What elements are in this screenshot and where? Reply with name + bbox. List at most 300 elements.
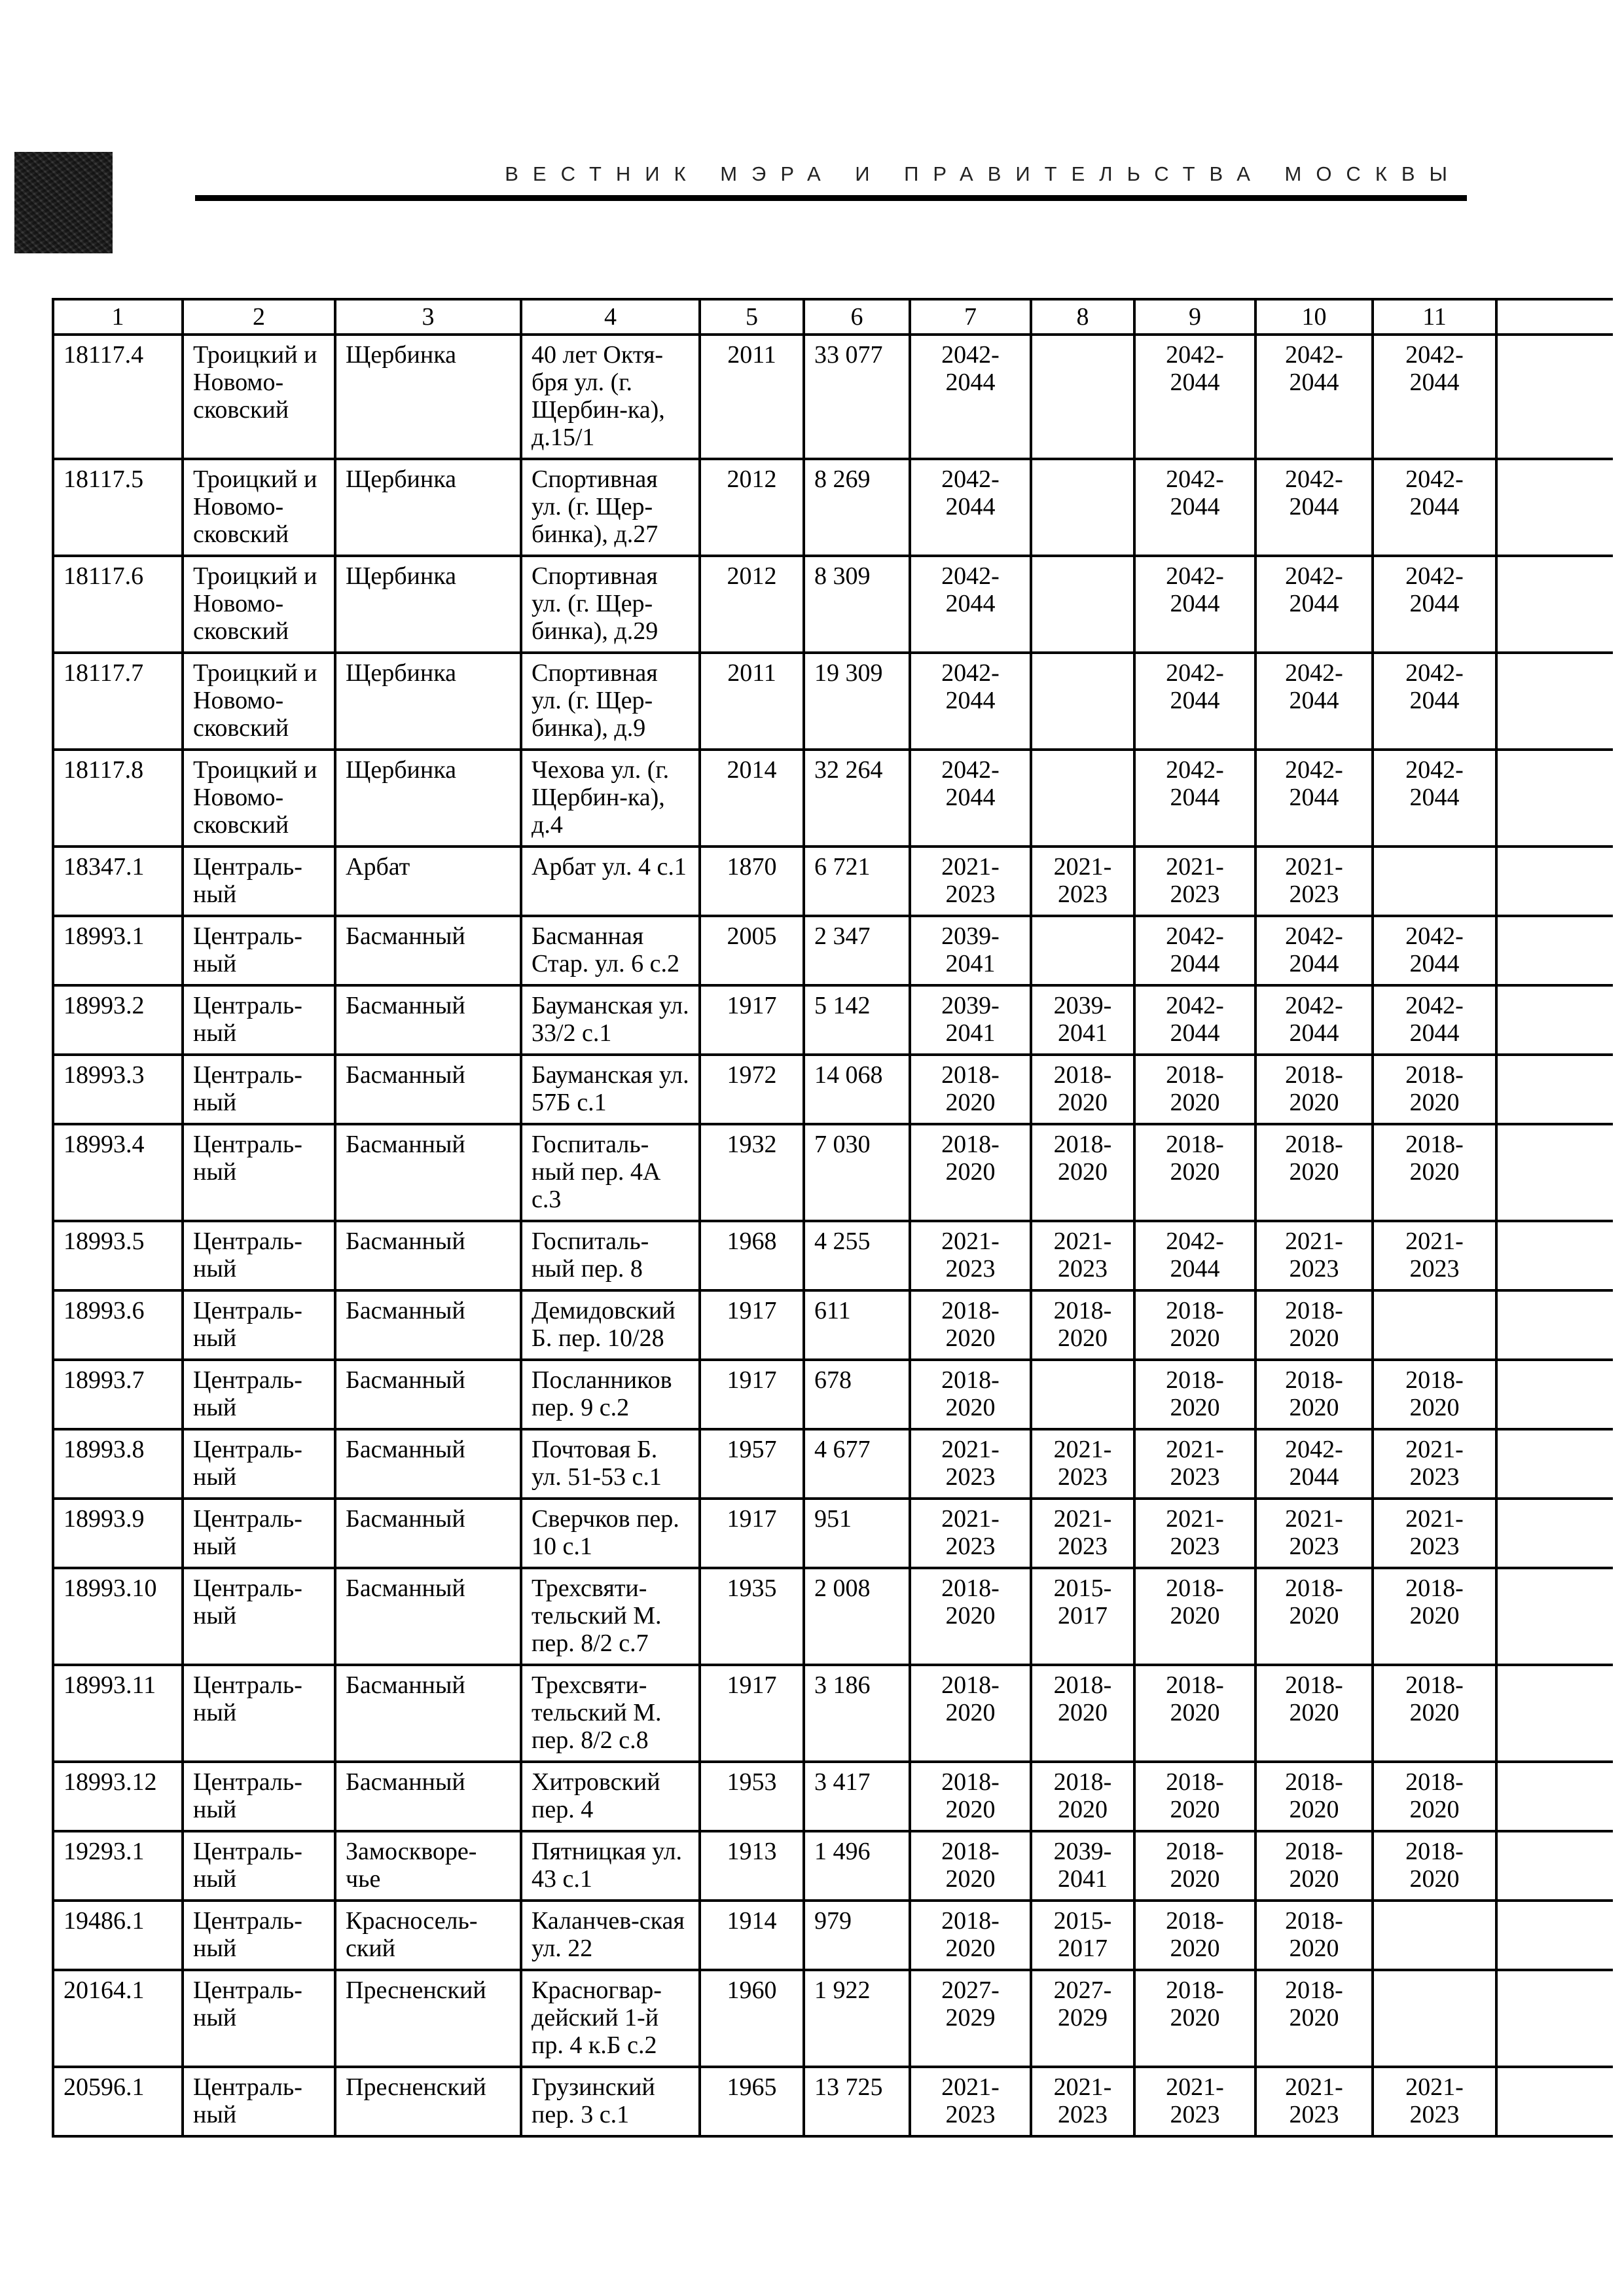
- table-cell: 18117.8: [53, 750, 183, 847]
- table-cell: Басманный: [335, 1290, 521, 1360]
- table-row: [53, 916, 1613, 985]
- table-cell: Централь-ный: [183, 1499, 335, 1568]
- table-extra-column: [1496, 1970, 1613, 2067]
- column-header: 9: [1134, 299, 1255, 335]
- table-cell: 3 417: [804, 1762, 910, 1831]
- table-cell: Централь-ный: [183, 1124, 335, 1221]
- table-extra-column: [1496, 750, 1613, 847]
- table-cell: 611: [804, 1290, 910, 1360]
- table-extra-column: [1496, 1360, 1613, 1429]
- table-cell: 2039-2041: [1031, 985, 1134, 1055]
- journal-title: ВЕСТНИК МЭРА И ПРАВИТЕЛЬСТВА МОСКВЫ: [505, 162, 1462, 185]
- table-cell: Хитровский пер. 4: [521, 1762, 700, 1831]
- table-cell: 2015-2017: [1031, 1568, 1134, 1665]
- table-cell: 2042-2044: [1134, 916, 1255, 985]
- table-cell: 2042-2044: [910, 750, 1031, 847]
- table-cell: Троицкий и Новомо-сковский: [183, 556, 335, 653]
- table-cell: 2018-2020: [1255, 1055, 1373, 1124]
- table-cell: 1 496: [804, 1831, 910, 1901]
- table-cell: Централь-ный: [183, 1970, 335, 2067]
- table-extra-column: [1496, 2067, 1613, 2136]
- table-cell: 2021-2023: [1031, 2067, 1134, 2136]
- table-cell: [1031, 335, 1134, 459]
- table-cell: Централь-ный: [183, 1665, 335, 1762]
- table-cell: 2018-2020: [1031, 1290, 1134, 1360]
- table-cell: 1 922: [804, 1970, 910, 2067]
- table-cell: Басманный: [335, 1762, 521, 1831]
- table-row: [53, 847, 1613, 916]
- table-extra-column: [1496, 1221, 1613, 1290]
- column-header: 1: [53, 299, 183, 335]
- column-header: 5: [700, 299, 804, 335]
- table-cell: 2042-2044: [910, 556, 1031, 653]
- table-cell: Централь-ный: [183, 1762, 335, 1831]
- table-cell: 2018-2020: [1031, 1124, 1134, 1221]
- table-cell: 2021-2023: [1134, 1429, 1255, 1499]
- table-cell: Пресненский: [335, 1970, 521, 2067]
- table-cell: 2018-2020: [1031, 1055, 1134, 1124]
- table-cell: Басманный: [335, 1568, 521, 1665]
- table-row: [53, 653, 1613, 750]
- table-cell: 18117.5: [53, 459, 183, 556]
- table-cell: 2021-2023: [910, 847, 1031, 916]
- table-cell: 2039-2041: [1031, 1831, 1134, 1901]
- table-cell: 2018-2020: [1255, 1665, 1373, 1762]
- table-cell: Чехова ул. (г. Щербин-ка), д.4: [521, 750, 700, 847]
- table-cell: 2018-2020: [910, 1124, 1031, 1221]
- table-cell: Басманный: [335, 1499, 521, 1568]
- table-cell: 2018-2020: [1134, 1665, 1255, 1762]
- table-cell: 2012: [700, 459, 804, 556]
- table-cell: 2021-2023: [1373, 2067, 1496, 2136]
- table-cell: 2018-2020: [1373, 1055, 1496, 1124]
- table-cell: 2018-2020: [1134, 1831, 1255, 1901]
- table-cell: 4 255: [804, 1221, 910, 1290]
- table-cell: 2012: [700, 556, 804, 653]
- table-cell: Пресненский: [335, 2067, 521, 2136]
- table-extra-column: [1496, 335, 1613, 459]
- table-cell: 1965: [700, 2067, 804, 2136]
- table-cell: 2018-2020: [1134, 1124, 1255, 1221]
- table-extra-column: [1496, 1429, 1613, 1499]
- table-cell: 1957: [700, 1429, 804, 1499]
- table-cell: 18993.8: [53, 1429, 183, 1499]
- table-cell: 19486.1: [53, 1901, 183, 1970]
- table-cell: Посланников пер. 9 с.2: [521, 1360, 700, 1429]
- table-cell: 2042-2044: [910, 653, 1031, 750]
- table-cell: Басманный: [335, 985, 521, 1055]
- table-cell: 2018-2020: [1373, 1831, 1496, 1901]
- table-cell: 2021-2023: [1373, 1429, 1496, 1499]
- table-cell: 678: [804, 1360, 910, 1429]
- table-cell: 33 077: [804, 335, 910, 459]
- table-cell: Басманный: [335, 1360, 521, 1429]
- table-cell: 2018-2020: [910, 1290, 1031, 1360]
- table-cell: Централь-ный: [183, 916, 335, 985]
- table-cell: 2042-2044: [1134, 985, 1255, 1055]
- table-row: [53, 2067, 1613, 2136]
- data-table: [52, 298, 1613, 2138]
- table-cell: 2011: [700, 335, 804, 459]
- table-cell: 2018-2020: [1031, 1762, 1134, 1831]
- table-cell: 2018-2020: [1134, 1290, 1255, 1360]
- table-cell: 2021-2023: [1134, 1499, 1255, 1568]
- table-cell: 1914: [700, 1901, 804, 1970]
- table-row: [53, 1221, 1613, 1290]
- table-cell: 2042-2044: [1373, 653, 1496, 750]
- column-header: 7: [910, 299, 1031, 335]
- table-cell: 2018-2020: [1255, 1970, 1373, 2067]
- table-row: [53, 1055, 1613, 1124]
- table-cell: Пятницкая ул. 43 с.1: [521, 1831, 700, 1901]
- table-cell: 18117.4: [53, 335, 183, 459]
- table-cell: Трехсвяти-тельский М. пер. 8/2 с.8: [521, 1665, 700, 1762]
- table-cell: [1031, 556, 1134, 653]
- table-row: [53, 1970, 1613, 2067]
- table-extra-column: [1496, 1665, 1613, 1762]
- table-row: [53, 750, 1613, 847]
- table-cell: 2021-2023: [1255, 847, 1373, 916]
- table-cell: 2042-2044: [1134, 459, 1255, 556]
- table-cell: Троицкий и Новомо-сковский: [183, 459, 335, 556]
- table-cell: 18347.1: [53, 847, 183, 916]
- table-cell: Щербинка: [335, 335, 521, 459]
- table-cell: 2018-2020: [910, 1901, 1031, 1970]
- table-cell: 2018-2020: [1134, 1568, 1255, 1665]
- table-cell: Спортивная ул. (г. Щер-бинка), д.9: [521, 653, 700, 750]
- table-row: [53, 985, 1613, 1055]
- table-cell: 2021-2023: [1134, 2067, 1255, 2136]
- table-extra-column: [1496, 1055, 1613, 1124]
- table-cell: Щербинка: [335, 750, 521, 847]
- table-cell: 18993.4: [53, 1124, 183, 1221]
- table-cell: Централь-ный: [183, 1055, 335, 1124]
- table-cell: [1373, 1290, 1496, 1360]
- table-cell: 4 677: [804, 1429, 910, 1499]
- table-cell: Троицкий и Новомо-сковский: [183, 653, 335, 750]
- table-cell: 2021-2023: [1255, 2067, 1373, 2136]
- table-cell: 2021-2023: [1031, 1499, 1134, 1568]
- table-cell: Троицкий и Новомо-сковский: [183, 335, 335, 459]
- table-cell: Арбат: [335, 847, 521, 916]
- table-cell: 18993.5: [53, 1221, 183, 1290]
- table-cell: Госпиталь-ный пер. 8: [521, 1221, 700, 1290]
- table-cell: 18993.9: [53, 1499, 183, 1568]
- table-cell: 13 725: [804, 2067, 910, 2136]
- table-cell: Централь-ный: [183, 1901, 335, 1970]
- table-row: [53, 1429, 1613, 1499]
- table-cell: 2042-2044: [1255, 916, 1373, 985]
- table-cell: 1968: [700, 1221, 804, 1290]
- table-cell: 2042-2044: [1255, 750, 1373, 847]
- table-extra-column: [1496, 1762, 1613, 1831]
- table-cell: 2018-2020: [1255, 1124, 1373, 1221]
- table-cell: [1373, 847, 1496, 916]
- table-cell: 18993.1: [53, 916, 183, 985]
- table-cell: [1373, 1970, 1496, 2067]
- table-cell: [1031, 916, 1134, 985]
- table-cell: 2018-2020: [910, 1762, 1031, 1831]
- table-cell: 32 264: [804, 750, 910, 847]
- table-cell: Бауманская ул. 57Б с.1: [521, 1055, 700, 1124]
- table-row: [53, 1762, 1613, 1831]
- table-cell: [1031, 653, 1134, 750]
- table-cell: 8 309: [804, 556, 910, 653]
- table-cell: 18993.10: [53, 1568, 183, 1665]
- table-cell: 2042-2044: [1373, 459, 1496, 556]
- column-header: 8: [1031, 299, 1134, 335]
- table-cell: 2042-2044: [1255, 459, 1373, 556]
- table-cell: 2021-2023: [1255, 1499, 1373, 1568]
- table-cell: 2027-2029: [1031, 1970, 1134, 2067]
- table-cell: 18993.7: [53, 1360, 183, 1429]
- table-cell: 2042-2044: [1373, 556, 1496, 653]
- table-cell: 18117.6: [53, 556, 183, 653]
- table-cell: Щербинка: [335, 459, 521, 556]
- table-cell: 1917: [700, 1499, 804, 1568]
- table-cell: 20596.1: [53, 2067, 183, 2136]
- table-cell: 1932: [700, 1124, 804, 1221]
- table-cell: Централь-ный: [183, 1360, 335, 1429]
- table-cell: 2018-2020: [1373, 1665, 1496, 1762]
- column-header: 10: [1255, 299, 1373, 335]
- table-cell: 1972: [700, 1055, 804, 1124]
- column-header: 3: [335, 299, 521, 335]
- table-extra-column: [1496, 1568, 1613, 1665]
- table-cell: 5 142: [804, 985, 910, 1055]
- table-cell: 2021-2023: [910, 1221, 1031, 1290]
- table-cell: Красносель-ский: [335, 1901, 521, 1970]
- table-extra-column: [1496, 1124, 1613, 1221]
- table-cell: 3 186: [804, 1665, 910, 1762]
- table-cell: Грузинский пер. 3 с.1: [521, 2067, 700, 2136]
- table-extra-column: [1496, 556, 1613, 653]
- table-cell: 2042-2044: [1373, 335, 1496, 459]
- table-cell: Басманный: [335, 1221, 521, 1290]
- table-cell: 1917: [700, 1360, 804, 1429]
- column-header: 11: [1373, 299, 1496, 335]
- table-cell: 2042-2044: [1255, 1429, 1373, 1499]
- table-cell: 2042-2044: [1255, 653, 1373, 750]
- table-row: [53, 335, 1613, 459]
- table-cell: 18993.11: [53, 1665, 183, 1762]
- table-cell: 18993.2: [53, 985, 183, 1055]
- table-cell: 2018-2020: [1134, 1762, 1255, 1831]
- table-cell: 2018-2020: [1255, 1568, 1373, 1665]
- table-row: [53, 1568, 1613, 1665]
- header-rule: [195, 195, 1467, 201]
- table-cell: 2018-2020: [910, 1831, 1031, 1901]
- table-cell: 2042-2044: [1373, 916, 1496, 985]
- table-cell: 8 269: [804, 459, 910, 556]
- table-cell: 2021-2023: [910, 1499, 1031, 1568]
- table-cell: [1031, 1360, 1134, 1429]
- table-cell: 2018-2020: [910, 1665, 1031, 1762]
- table-cell: 20164.1: [53, 1970, 183, 2067]
- table-cell: Троицкий и Новомо-сковский: [183, 750, 335, 847]
- table-cell: 2042-2044: [1255, 335, 1373, 459]
- table-cell: 2018-2020: [1373, 1762, 1496, 1831]
- table-cell: 2021-2023: [1031, 847, 1134, 916]
- table-extra-column: [1496, 1290, 1613, 1360]
- table-cell: 2018-2020: [910, 1568, 1031, 1665]
- table-row: [53, 556, 1613, 653]
- table-cell: 2021-2023: [1031, 1429, 1134, 1499]
- table-cell: Басманный: [335, 1429, 521, 1499]
- table-extra-column: [1496, 1499, 1613, 1568]
- table-cell: Басманный: [335, 1665, 521, 1762]
- table-cell: 2042-2044: [1255, 985, 1373, 1055]
- table-cell: 7 030: [804, 1124, 910, 1221]
- table-cell: 18993.12: [53, 1762, 183, 1831]
- table-cell: 2042-2044: [1134, 1221, 1255, 1290]
- table-cell: Централь-ный: [183, 2067, 335, 2136]
- table-cell: 2042-2044: [910, 335, 1031, 459]
- table-cell: 2018-2020: [910, 1055, 1031, 1124]
- table-cell: Централь-ный: [183, 1290, 335, 1360]
- table-cell: 2018-2020: [1134, 1970, 1255, 2067]
- table-row: [53, 1665, 1613, 1762]
- table-cell: Трехсвяти-тельский М. пер. 8/2 с.7: [521, 1568, 700, 1665]
- table-row: [53, 1901, 1613, 1970]
- table-cell: 1935: [700, 1568, 804, 1665]
- table-cell: 2018-2020: [1373, 1124, 1496, 1221]
- corner-page-mark: [14, 152, 113, 253]
- table-cell: Басманная Стар. ул. 6 с.2: [521, 916, 700, 985]
- table-cell: 1917: [700, 1665, 804, 1762]
- column-header: 2: [183, 299, 335, 335]
- table-cell: 2021-2023: [1134, 847, 1255, 916]
- table-cell: 2021-2023: [910, 1429, 1031, 1499]
- table-row: [53, 459, 1613, 556]
- table-cell: Централь-ный: [183, 1429, 335, 1499]
- table-cell: 2 008: [804, 1568, 910, 1665]
- table-cell: 2042-2044: [1373, 750, 1496, 847]
- table-cell: 2021-2023: [1255, 1221, 1373, 1290]
- table-row: [53, 1124, 1613, 1221]
- table-cell: 2018-2020: [1031, 1665, 1134, 1762]
- table-cell: Сверчков пер. 10 с.1: [521, 1499, 700, 1568]
- table-cell: 2018-2020: [1255, 1360, 1373, 1429]
- table-row: [53, 1360, 1613, 1429]
- table-cell: Замоскворе-чье: [335, 1831, 521, 1901]
- table-cell: 18993.6: [53, 1290, 183, 1360]
- table-cell: 2042-2044: [910, 459, 1031, 556]
- column-header: 4: [521, 299, 700, 335]
- table-cell: 40 лет Октя-бря ул. (г. Щербин-ка), д.15/1: [521, 335, 700, 459]
- table-cell: 19293.1: [53, 1831, 183, 1901]
- table-cell: Спортивная ул. (г. Щер-бинка), д.27: [521, 459, 700, 556]
- table-cell: 2039-2041: [910, 985, 1031, 1055]
- table-cell: 2021-2023: [910, 2067, 1031, 2136]
- table-cell: 2018-2020: [1373, 1568, 1496, 1665]
- table-cell: 1913: [700, 1831, 804, 1901]
- table-cell: Басманный: [335, 1124, 521, 1221]
- table-cell: 14 068: [804, 1055, 910, 1124]
- table-row: [53, 1290, 1613, 1360]
- table-cell: [1373, 1901, 1496, 1970]
- table-cell: 2011: [700, 653, 804, 750]
- table-extra-column: [1496, 459, 1613, 556]
- table-cell: 18993.3: [53, 1055, 183, 1124]
- table-cell: 2 347: [804, 916, 910, 985]
- table-cell: 2018-2020: [1255, 1901, 1373, 1970]
- table-header-row: [53, 299, 1613, 335]
- table-cell: Почтовая Б. ул. 51-53 с.1: [521, 1429, 700, 1499]
- table-cell: 2042-2044: [1255, 556, 1373, 653]
- table-extra-column: [1496, 1831, 1613, 1901]
- table-cell: 2018-2020: [1255, 1290, 1373, 1360]
- table-cell: Госпиталь-ный пер. 4А с.3: [521, 1124, 700, 1221]
- table-cell: 2018-2020: [1134, 1360, 1255, 1429]
- table-extra-column: [1496, 1901, 1613, 1970]
- table-extra-column: [1496, 299, 1613, 335]
- table-cell: Басманный: [335, 1055, 521, 1124]
- table-cell: 1870: [700, 847, 804, 916]
- table-cell: 18117.7: [53, 653, 183, 750]
- table-cell: 1960: [700, 1970, 804, 2067]
- table-cell: Спортивная ул. (г. Щер-бинка), д.29: [521, 556, 700, 653]
- table-cell: Централь-ный: [183, 1831, 335, 1901]
- table-cell: 2018-2020: [1373, 1360, 1496, 1429]
- table-cell: 2018-2020: [1255, 1831, 1373, 1901]
- table-cell: Централь-ный: [183, 847, 335, 916]
- table-cell: Щербинка: [335, 653, 521, 750]
- table-cell: 2018-2020: [1134, 1901, 1255, 1970]
- table-cell: 2021-2023: [1031, 1221, 1134, 1290]
- table-cell: Арбат ул. 4 с.1: [521, 847, 700, 916]
- table-cell: 2021-2023: [1373, 1499, 1496, 1568]
- table-cell: 2039-2041: [910, 916, 1031, 985]
- table-cell: 2042-2044: [1134, 750, 1255, 847]
- table-extra-column: [1496, 985, 1613, 1055]
- table-cell: 2027-2029: [910, 1970, 1031, 2067]
- table-cell: 951: [804, 1499, 910, 1568]
- table-cell: 6 721: [804, 847, 910, 916]
- table-cell: 1953: [700, 1762, 804, 1831]
- table-cell: 2021-2023: [1373, 1221, 1496, 1290]
- table-cell: 2015-2017: [1031, 1901, 1134, 1970]
- table-cell: 2014: [700, 750, 804, 847]
- table-cell: [1031, 750, 1134, 847]
- table-row: [53, 1831, 1613, 1901]
- table-cell: 2042-2044: [1134, 335, 1255, 459]
- column-header: 6: [804, 299, 910, 335]
- table-cell: Красногвар-дейский 1-й пр. 4 к.Б с.2: [521, 1970, 700, 2067]
- table-cell: 2018-2020: [1134, 1055, 1255, 1124]
- table-cell: Централь-ный: [183, 985, 335, 1055]
- table-cell: 2005: [700, 916, 804, 985]
- table-cell: Щербинка: [335, 556, 521, 653]
- table-cell: Централь-ный: [183, 1221, 335, 1290]
- table-cell: 19 309: [804, 653, 910, 750]
- table-cell: 1917: [700, 985, 804, 1055]
- table-row: [53, 1499, 1613, 1568]
- table-cell: Централь-ный: [183, 1568, 335, 1665]
- table-cell: Бауманская ул. 33/2 с.1: [521, 985, 700, 1055]
- table-cell: Каланчев-ская ул. 22: [521, 1901, 700, 1970]
- table-cell: Демидовский Б. пер. 10/28: [521, 1290, 700, 1360]
- table-cell: 2018-2020: [910, 1360, 1031, 1429]
- table-cell: 979: [804, 1901, 910, 1970]
- table-cell: 2042-2044: [1134, 556, 1255, 653]
- table-extra-column: [1496, 653, 1613, 750]
- table-extra-column: [1496, 916, 1613, 985]
- table-cell: 2018-2020: [1255, 1762, 1373, 1831]
- table-cell: [1031, 459, 1134, 556]
- table-cell: 2042-2044: [1134, 653, 1255, 750]
- table-extra-column: [1496, 847, 1613, 916]
